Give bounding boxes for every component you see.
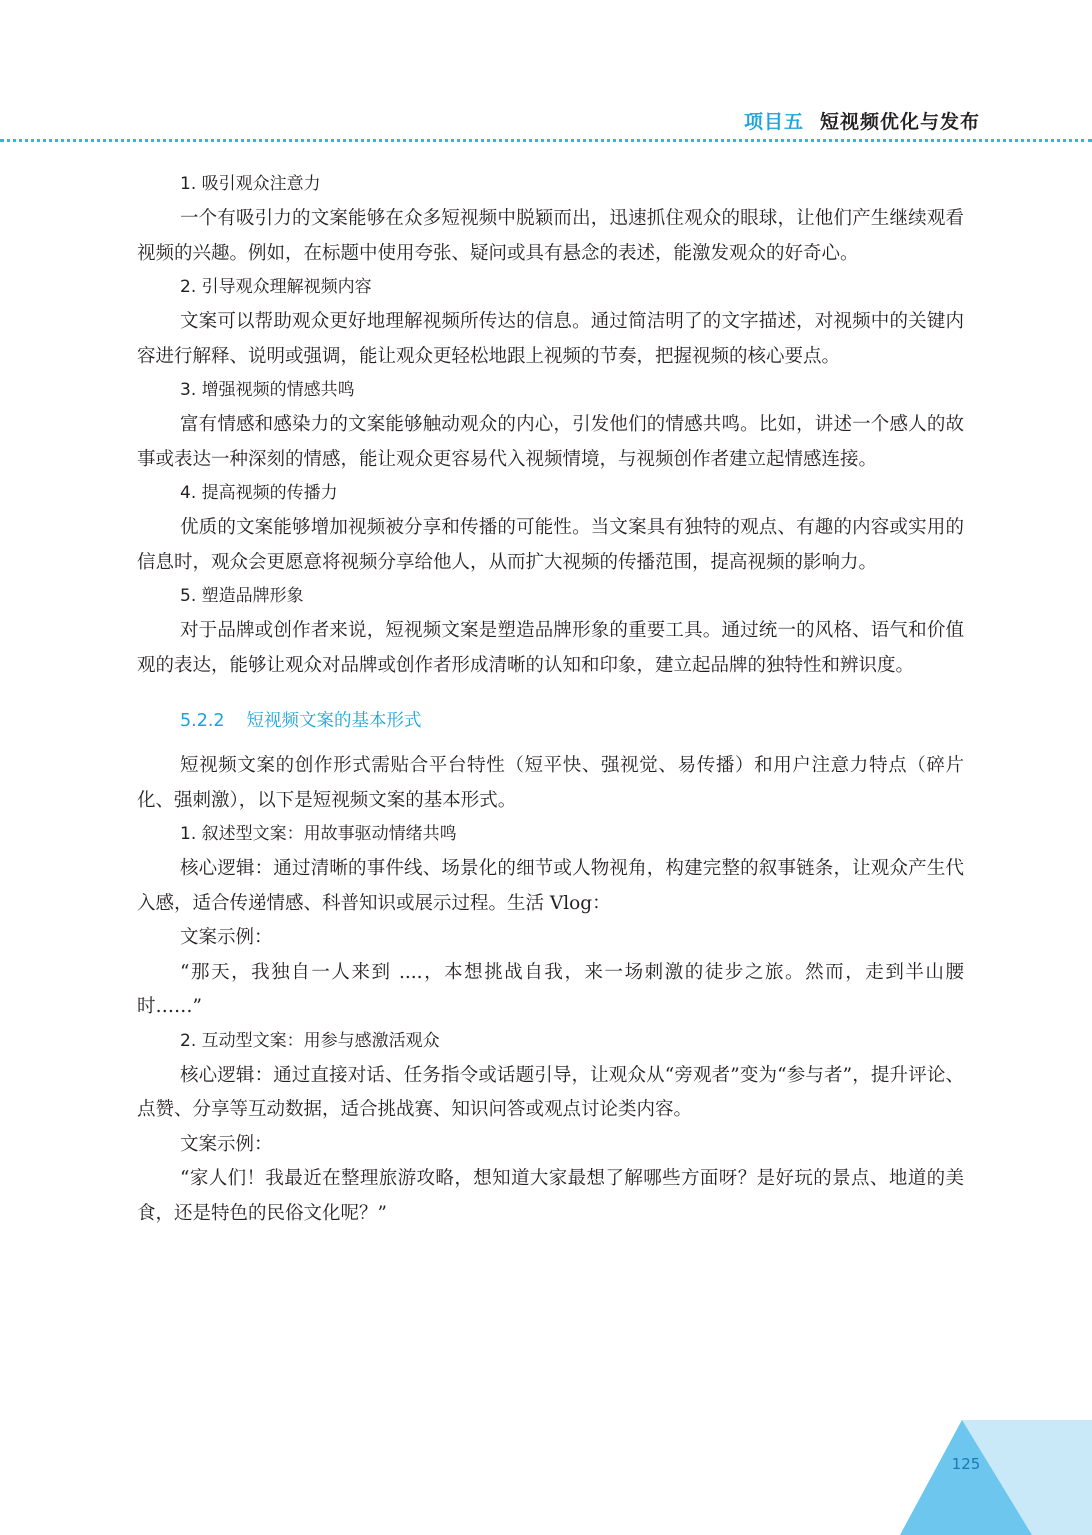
paragraph: 核心逻辑：通过直接对话、任务指令或话题引导，让观众从“旁观者”变为“参与者”，提升评论、点赞、分享等互动数据，适合挑战赛、知识问答或观点讨论类内容。: [137, 1064, 964, 1120]
example-quote: “那天，我独自一人来到 ....，本想挑战自我，来一场刺激的徒步之旅。然而，走到半山腰时……”: [137, 961, 964, 1017]
page-body: [137, 168, 964, 1231]
page-header: [0, 0, 1092, 150]
subsection-heading: [137, 703, 964, 739]
subsection-number: 5.2.2: [180, 711, 225, 731]
section-heading: 1. 叙述型文案：用故事驱动情绪共鸣: [180, 824, 457, 844]
project-label: 项目五: [743, 111, 804, 133]
section-heading: 2. 引导观众理解视频内容: [180, 277, 372, 297]
section-heading: 1. 吸引观众注意力: [180, 174, 321, 194]
example-label: 文案示例：: [180, 927, 273, 948]
paragraph: 文案可以帮助观众更好地理解视频所传达的信息。通过简洁明了的文字描述，对视频中的关键内容进行解释、说明或强调，能让观众更轻松地跟上视频的节奏，把握视频的核心要点。: [137, 311, 964, 367]
chapter-title: 短视频优化与发布: [819, 111, 980, 133]
example-label: 文案示例：: [180, 1133, 273, 1155]
section-heading: 4. 提高视频的传播力: [180, 483, 338, 503]
paragraph: 富有情感和感染力的文案能够触动观众的内心，引发他们的情感共鸣。比如，讲述一个感人的故事或表达一种深刻的情感，能让观众更容易代入视频情境，与视频创作者建立起情感连接。: [137, 414, 964, 470]
page-number: 125: [951, 1455, 981, 1473]
paragraph: 一个有吸引力的文案能够在众多短视频中脱颖而出，迅速抓住观众的眼球，让他们产生继续观看视频的兴趣。例如，在标题中使用夸张、疑问或具有悬念的表述，能激发观众的好奇心。: [137, 208, 964, 264]
paragraph: 优质的文案能够增加视频被分享和传播的可能性。当文案具有独特的观点、有趣的内容或实用的信息时，观众会更愿意将视频分享给他人，从而扩大视频的传播范围，提高视频的影响力。: [137, 517, 964, 573]
paragraph: 对于品牌或创作者来说，短视频文案是塑造品牌形象的重要工具。通过统一的风格、语气和价值观的表达，能够让观众对品牌或创作者形成清晰的认知和印象，建立起品牌的独特性和辨识度。: [137, 620, 964, 676]
paragraph: 核心逻辑：通过清晰的事件线、场景化的细节或人物视角，构建完整的叙事链条，让观众产生代入感，适合传递情感、科普知识或展示过程。生活 Vlog：: [137, 858, 964, 914]
example-quote: “家人们！我最近在整理旅游攻略，想知道大家最想了解哪些方面呀？是好玩的景点、地道的美食，还是特色的民俗文化呢？”: [137, 1168, 964, 1224]
header-dotted-rule: [0, 139, 1092, 142]
section-heading: 2. 互动型文案：用参与感激活观众: [180, 1030, 440, 1051]
running-head: [744, 107, 980, 134]
page-corner-decoration: [900, 1420, 1092, 1535]
paragraph: 短视频文案的创作形式需贴合平台特性（短平快、强视觉、易传播）和用户注意力特点（碎片化、强刺激），以下是短视频文案的基本形式。: [137, 755, 964, 811]
subsection-title: 短视频文案的基本形式: [246, 711, 422, 731]
section-heading: 3. 增强视频的情感共鸣: [180, 380, 355, 400]
section-heading: 5. 塑造品牌形象: [180, 586, 304, 606]
